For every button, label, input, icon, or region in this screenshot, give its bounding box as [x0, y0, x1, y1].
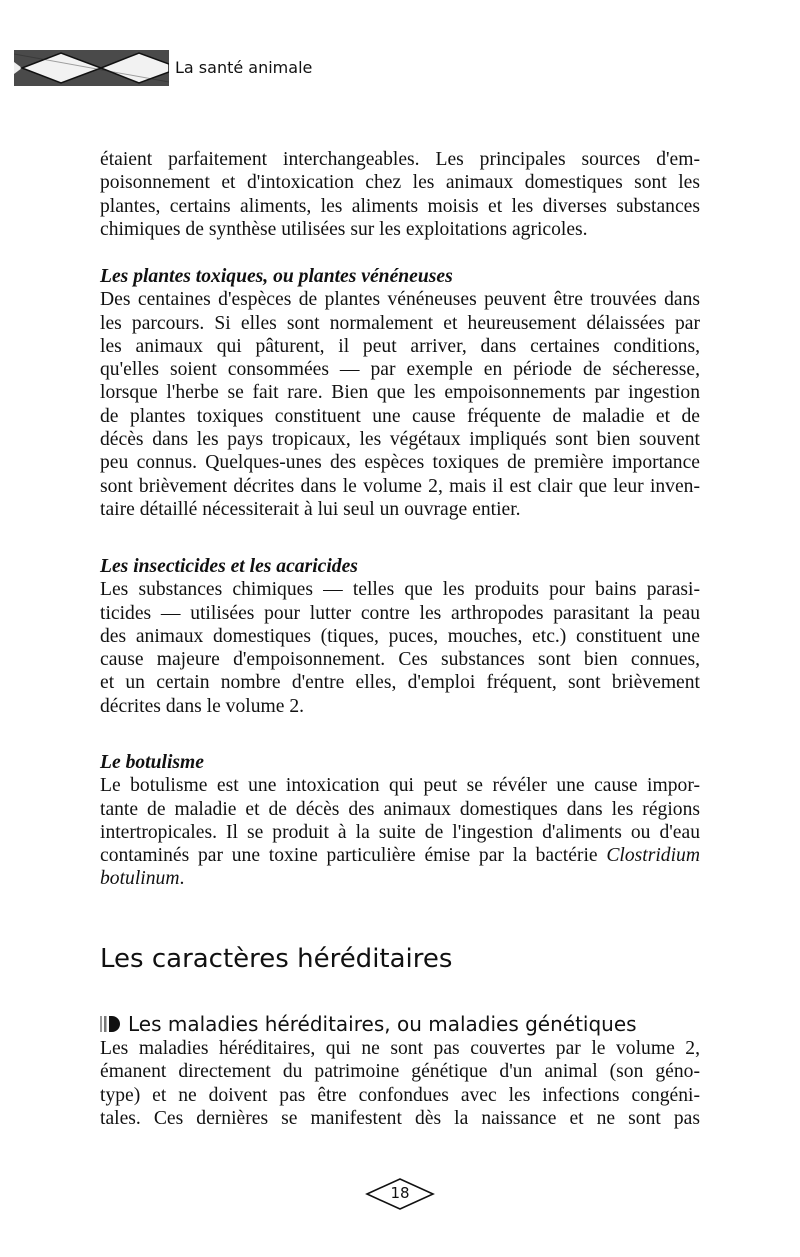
- text-line: intertropicales. Il se produit à la suite de l'ingestion d'aliments ou d'eau: [100, 821, 700, 843]
- text-line: ticides — utilisées pour lutter contre les arthropodes parasitant la peau: [100, 602, 700, 624]
- text-line: tante de maladie et de décès des animaux domestiques dans les régions: [100, 798, 700, 820]
- subsection-heading: [100, 1012, 637, 1036]
- plantes-section: [100, 265, 700, 521]
- text-line: tales. Ces dernières se manifestent dès la naissance et ne sont pas: [100, 1107, 700, 1129]
- subheading-insecticides: Les insecticides et les acaricides: [100, 556, 358, 577]
- header-diamond-band-icon: [14, 50, 169, 86]
- botulisme-section: [100, 751, 700, 891]
- text-line: Les substances chimiques — telles que les produits pour bains parasi-: [100, 579, 700, 601]
- text-line: taire détaillé nécessiterait à lui seul un ouvrage entier.: [100, 498, 521, 520]
- text-line: de plantes toxiques constituent une cause fréquente de maladie et de: [100, 405, 700, 427]
- text-fragment: .: [179, 868, 185, 890]
- text-line: cause majeure d'empoisonnement. Ces substances sont bien connues,: [100, 649, 700, 671]
- text-line: décès dans les pays tropicaux, les végétaux impliqués sont bien souvent: [100, 429, 700, 451]
- text-line: étaient parfaitement interchangeables. Les principales sources d'em-: [100, 149, 700, 170]
- text-line: qu'elles soient consommées — par exemple en période de sécheresse,: [100, 359, 700, 381]
- hereditary-paragraph: [100, 1037, 700, 1130]
- insecticides-section: [100, 555, 700, 718]
- text-line: émanent directement du patrimoine génétique d'un animal (son géno-: [100, 1061, 700, 1083]
- text-line: chimiques de synthèse utilisées sur les exploitations agricoles.: [100, 218, 588, 240]
- bullet-bars-icon: [100, 1015, 120, 1033]
- text-line: sont brièvement décrites dans le volume 2, mais il est clair que leur inven-: [100, 475, 700, 497]
- subsection-title: Les maladies héréditaires, ou maladies génétiques: [128, 1012, 637, 1036]
- text-line: les parcours. Si elles sont normalement et heureusement délaissées par: [100, 312, 700, 334]
- text-line: type) et ne doivent pas être confondues avec les infections congéni-: [100, 1084, 700, 1106]
- text-line: Des centaines d'espèces de plantes vénéneuses peuvent être trouvées dans: [100, 289, 700, 311]
- subheading-botulisme: Le botulisme: [100, 752, 204, 773]
- page-number-text: 18: [390, 1184, 410, 1202]
- text-line: Le botulisme est une intoxication qui peut se révéler une cause impor-: [100, 775, 700, 797]
- text-line: Les maladies héréditaires, qui ne sont pas couvertes par le volume 2,: [100, 1038, 700, 1059]
- text-line: les animaux qui pâturent, il peut arriver, dans certaines conditions,: [100, 335, 700, 357]
- section-heading: Les caractères héréditaires: [100, 944, 453, 974]
- text-fragment: contaminés par une toxine particulière émise par la bactérie: [100, 845, 598, 867]
- running-header-title: La santé animale: [175, 58, 313, 77]
- subheading-plantes: Les plantes toxiques, ou plantes vénéneuses: [100, 266, 453, 287]
- text-line: [100, 867, 700, 890]
- text-line: décrites dans le volume 2.: [100, 695, 305, 717]
- page-number: [365, 1176, 435, 1212]
- text-line: et un certain nombre d'entre elles, d'emploi fréquent, sont brièvement: [100, 672, 700, 694]
- intro-paragraph: [100, 148, 700, 241]
- text-line: plantes, certains aliments, les aliments moisis et les diverses substances: [100, 195, 700, 217]
- text-line: [100, 844, 700, 867]
- text-line: lorsque l'herbe se fait rare. Bien que les empoisonnements par ingestion: [100, 382, 700, 404]
- species-name: Clostridium: [606, 845, 700, 867]
- text-line: poisonnement et d'intoxication chez les animaux domestiques sont les: [100, 172, 700, 194]
- text-line: des animaux domestiques (tiques, puces, mouches, etc.) constituent une: [100, 625, 700, 647]
- text-line: peu connus. Quelques-unes des espèces toxiques de première importance: [100, 452, 700, 474]
- species-name: botulinum: [100, 868, 180, 890]
